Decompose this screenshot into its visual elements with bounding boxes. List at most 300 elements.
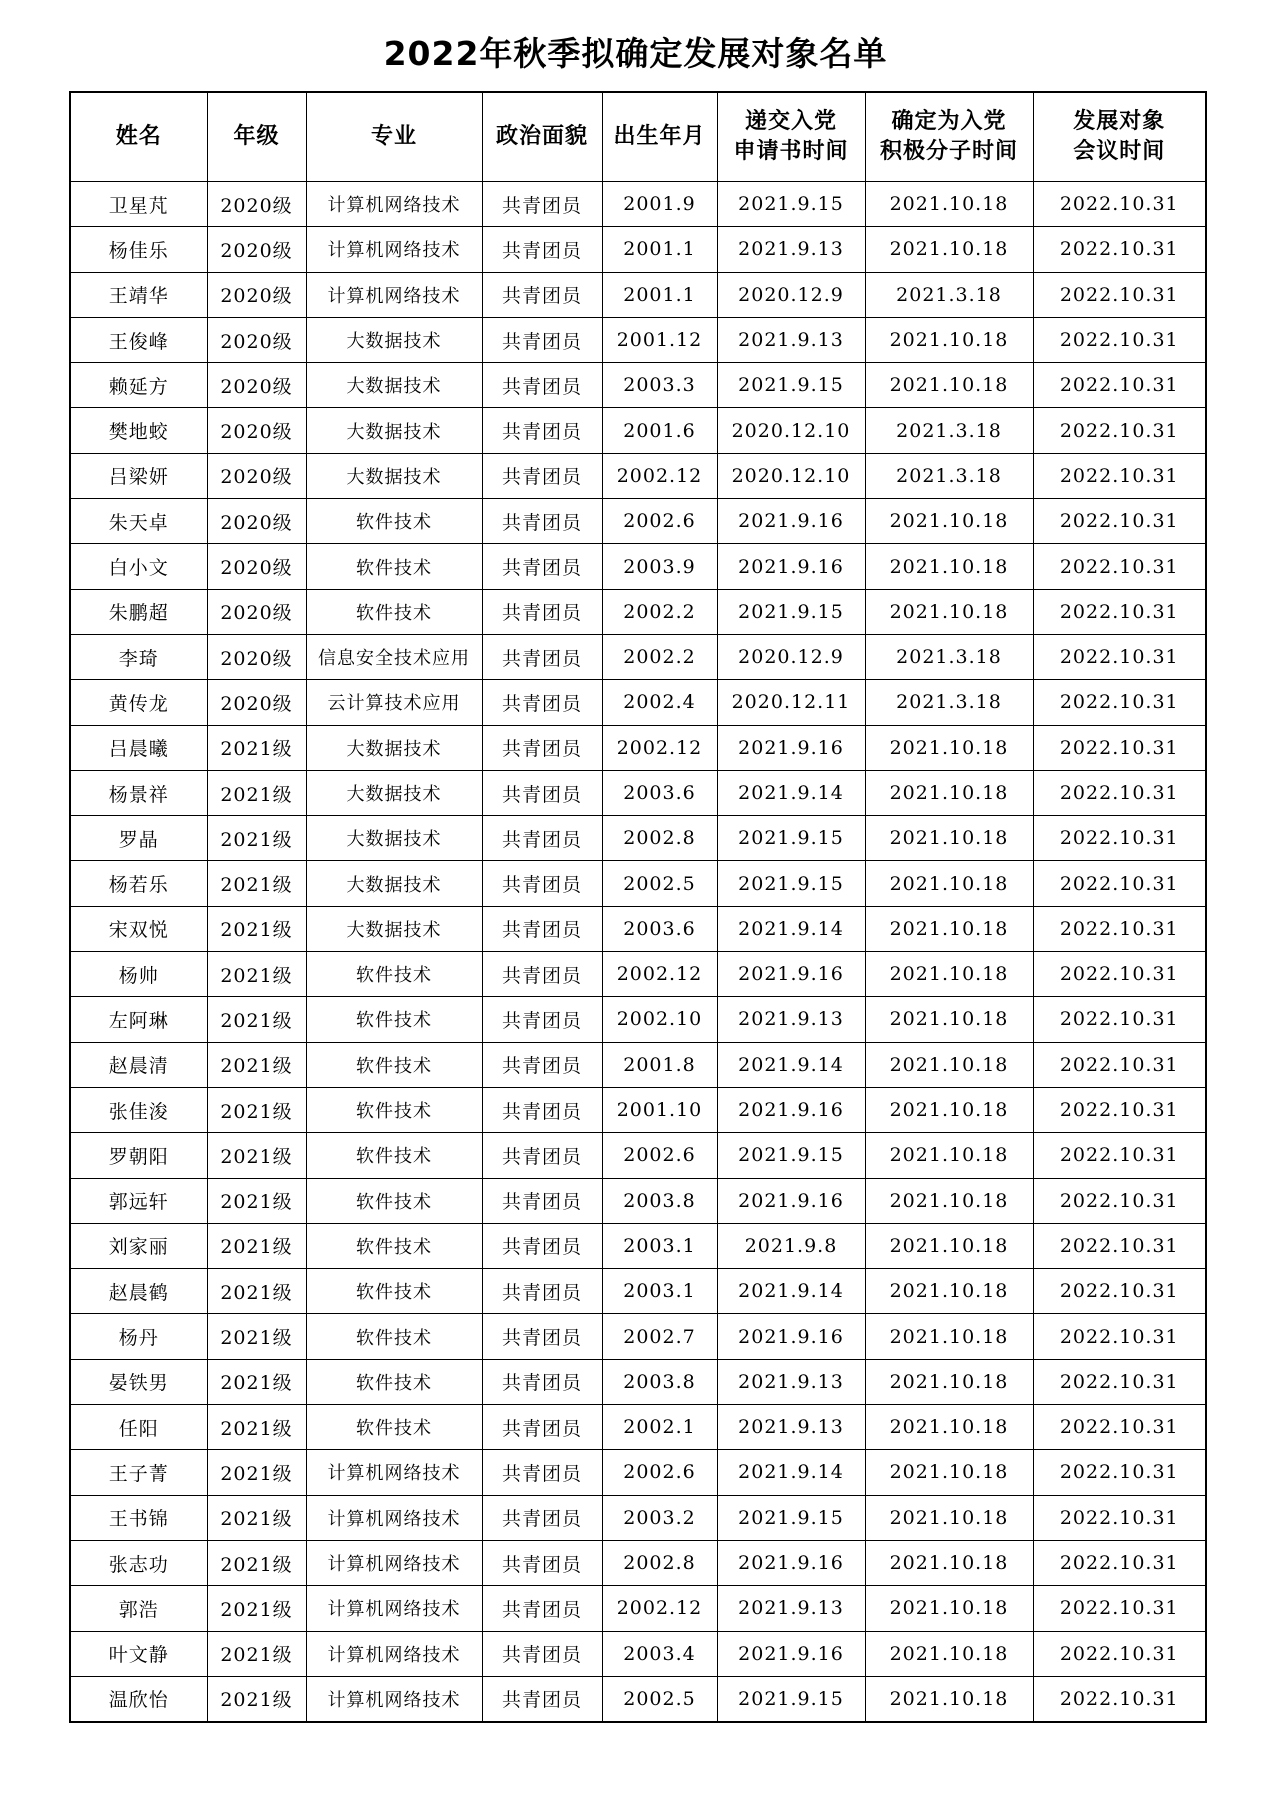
cell-name: 杨景祥 <box>70 770 207 815</box>
cell-major: 计算机网络技术 <box>306 1586 482 1631</box>
cell-application-date: 2021.9.16 <box>717 1087 865 1132</box>
cell-activist-date: 2021.10.18 <box>865 1540 1033 1585</box>
cell-activist-date: 2021.10.18 <box>865 770 1033 815</box>
cell-application-date: 2021.9.16 <box>717 1314 865 1359</box>
cell-grade: 2020级 <box>207 453 306 498</box>
cell-application-date: 2021.9.8 <box>717 1223 865 1268</box>
table-row <box>70 770 1206 815</box>
cell-birth-date: 2002.2 <box>602 634 717 679</box>
cell-application-date: 2021.9.16 <box>717 544 865 589</box>
cell-name: 白小文 <box>70 544 207 589</box>
cell-activist-date: 2021.10.18 <box>865 1178 1033 1223</box>
cell-major: 软件技术 <box>306 499 482 544</box>
cell-application-date: 2020.12.10 <box>717 408 865 453</box>
cell-name: 罗朝阳 <box>70 1133 207 1178</box>
header-meeting-date-line: 发展对象 <box>1073 109 1166 134</box>
header-grade <box>207 92 306 182</box>
cell-application-date: 2020.12.11 <box>717 680 865 725</box>
table-row <box>70 408 1206 453</box>
cell-name: 黄传龙 <box>70 680 207 725</box>
cell-meeting-date: 2022.10.31 <box>1033 227 1206 272</box>
header-major <box>306 92 482 182</box>
table-row <box>70 1087 1206 1132</box>
cell-application-date: 2021.9.16 <box>717 952 865 997</box>
cell-meeting-date: 2022.10.31 <box>1033 816 1206 861</box>
cell-grade: 2020级 <box>207 408 306 453</box>
cell-major: 计算机网络技术 <box>306 1676 482 1722</box>
cell-activist-date: 2021.10.18 <box>865 1405 1033 1450</box>
cell-political-status: 共青团员 <box>482 1359 602 1404</box>
cell-activist-date: 2021.10.18 <box>865 227 1033 272</box>
cell-name: 杨若乐 <box>70 861 207 906</box>
cell-major: 大数据技术 <box>306 317 482 362</box>
cell-grade: 2021级 <box>207 1631 306 1676</box>
cell-meeting-date: 2022.10.31 <box>1033 1133 1206 1178</box>
cell-grade: 2021级 <box>207 1087 306 1132</box>
cell-application-date: 2021.9.14 <box>717 906 865 951</box>
cell-grade: 2021级 <box>207 1495 306 1540</box>
cell-major: 软件技术 <box>306 997 482 1042</box>
cell-name: 罗晶 <box>70 816 207 861</box>
cell-birth-date: 2002.5 <box>602 861 717 906</box>
table-row <box>70 952 1206 997</box>
cell-activist-date: 2021.10.18 <box>865 1359 1033 1404</box>
cell-grade: 2021级 <box>207 770 306 815</box>
cell-major: 软件技术 <box>306 1314 482 1359</box>
cell-activist-date: 2021.10.18 <box>865 1269 1033 1314</box>
cell-name: 卫星芃 <box>70 182 207 227</box>
cell-application-date: 2021.9.13 <box>717 1359 865 1404</box>
cell-meeting-date: 2022.10.31 <box>1033 1631 1206 1676</box>
cell-birth-date: 2002.12 <box>602 453 717 498</box>
cell-application-date: 2021.9.15 <box>717 1133 865 1178</box>
cell-activist-date: 2021.10.18 <box>865 1314 1033 1359</box>
cell-name: 王靖华 <box>70 272 207 317</box>
cell-grade: 2020级 <box>207 272 306 317</box>
cell-meeting-date: 2022.10.31 <box>1033 1405 1206 1450</box>
table-row <box>70 1450 1206 1495</box>
cell-activist-date: 2021.3.18 <box>865 680 1033 725</box>
cell-activist-date: 2021.10.18 <box>865 182 1033 227</box>
cell-name: 宋双悦 <box>70 906 207 951</box>
cell-name: 王书锦 <box>70 1495 207 1540</box>
cell-name: 朱天卓 <box>70 499 207 544</box>
cell-meeting-date: 2022.10.31 <box>1033 1540 1206 1585</box>
cell-birth-date: 2002.4 <box>602 680 717 725</box>
table-row <box>70 1133 1206 1178</box>
cell-meeting-date: 2022.10.31 <box>1033 861 1206 906</box>
cell-activist-date: 2021.3.18 <box>865 272 1033 317</box>
cell-political-status: 共青团员 <box>482 634 602 679</box>
table-row <box>70 725 1206 770</box>
cell-grade: 2020级 <box>207 363 306 408</box>
cell-birth-date: 2001.1 <box>602 227 717 272</box>
header-name <box>70 92 207 182</box>
cell-major: 大数据技术 <box>306 770 482 815</box>
cell-birth-date: 2001.9 <box>602 182 717 227</box>
cell-political-status: 共青团员 <box>482 1087 602 1132</box>
cell-grade: 2021级 <box>207 1223 306 1268</box>
table-row <box>70 680 1206 725</box>
candidate-table <box>69 91 1207 1723</box>
cell-birth-date: 2001.6 <box>602 408 717 453</box>
cell-major: 软件技术 <box>306 1405 482 1450</box>
cell-grade: 2021级 <box>207 997 306 1042</box>
cell-name: 杨丹 <box>70 1314 207 1359</box>
cell-political-status: 共青团员 <box>482 680 602 725</box>
cell-political-status: 共青团员 <box>482 997 602 1042</box>
cell-grade: 2021级 <box>207 1586 306 1631</box>
cell-application-date: 2021.9.14 <box>717 1269 865 1314</box>
cell-grade: 2020级 <box>207 544 306 589</box>
cell-grade: 2021级 <box>207 816 306 861</box>
cell-meeting-date: 2022.10.31 <box>1033 544 1206 589</box>
cell-name: 王俊峰 <box>70 317 207 362</box>
cell-application-date: 2021.9.13 <box>717 317 865 362</box>
table-row <box>70 1540 1206 1585</box>
cell-application-date: 2021.9.15 <box>717 861 865 906</box>
cell-name: 温欣怡 <box>70 1676 207 1722</box>
table-row <box>70 1178 1206 1223</box>
cell-meeting-date: 2022.10.31 <box>1033 1676 1206 1722</box>
cell-grade: 2020级 <box>207 589 306 634</box>
cell-birth-date: 2002.12 <box>602 1586 717 1631</box>
cell-application-date: 2021.9.15 <box>717 363 865 408</box>
cell-name: 张佳浚 <box>70 1087 207 1132</box>
header-name-line: 姓名 <box>115 124 162 149</box>
cell-political-status: 共青团员 <box>482 1223 602 1268</box>
cell-birth-date: 2002.12 <box>602 952 717 997</box>
cell-major: 计算机网络技术 <box>306 1450 482 1495</box>
cell-birth-date: 2002.8 <box>602 816 717 861</box>
cell-grade: 2020级 <box>207 227 306 272</box>
cell-major: 计算机网络技术 <box>306 182 482 227</box>
cell-meeting-date: 2022.10.31 <box>1033 1314 1206 1359</box>
table-row <box>70 453 1206 498</box>
cell-political-status: 共青团员 <box>482 363 602 408</box>
cell-name: 郭远轩 <box>70 1178 207 1223</box>
cell-meeting-date: 2022.10.31 <box>1033 634 1206 679</box>
cell-application-date: 2021.9.15 <box>717 816 865 861</box>
cell-activist-date: 2021.10.18 <box>865 725 1033 770</box>
cell-birth-date: 2001.12 <box>602 317 717 362</box>
cell-activist-date: 2021.3.18 <box>865 634 1033 679</box>
header-birth-date <box>602 92 717 182</box>
cell-political-status: 共青团员 <box>482 952 602 997</box>
table-row <box>70 861 1206 906</box>
cell-political-status: 共青团员 <box>482 182 602 227</box>
cell-political-status: 共青团员 <box>482 1042 602 1087</box>
cell-activist-date: 2021.10.18 <box>865 363 1033 408</box>
cell-meeting-date: 2022.10.31 <box>1033 1495 1206 1540</box>
cell-major: 软件技术 <box>306 1223 482 1268</box>
cell-meeting-date: 2022.10.31 <box>1033 1450 1206 1495</box>
cell-meeting-date: 2022.10.31 <box>1033 1359 1206 1404</box>
cell-birth-date: 2002.8 <box>602 1540 717 1585</box>
cell-application-date: 2021.9.15 <box>717 589 865 634</box>
cell-name: 晏铁男 <box>70 1359 207 1404</box>
table-row <box>70 272 1206 317</box>
cell-activist-date: 2021.10.18 <box>865 1631 1033 1676</box>
table-row <box>70 1676 1206 1722</box>
cell-activist-date: 2021.10.18 <box>865 997 1033 1042</box>
cell-birth-date: 2002.6 <box>602 1133 717 1178</box>
cell-major: 软件技术 <box>306 1133 482 1178</box>
cell-application-date: 2021.9.15 <box>717 1495 865 1540</box>
cell-political-status: 共青团员 <box>482 227 602 272</box>
cell-name: 杨佳乐 <box>70 227 207 272</box>
cell-grade: 2021级 <box>207 1359 306 1404</box>
cell-meeting-date: 2022.10.31 <box>1033 1042 1206 1087</box>
cell-major: 计算机网络技术 <box>306 1495 482 1540</box>
header-political-status <box>482 92 602 182</box>
cell-name: 叶文静 <box>70 1631 207 1676</box>
cell-name: 任阳 <box>70 1405 207 1450</box>
cell-political-status: 共青团员 <box>482 1314 602 1359</box>
cell-birth-date: 2003.6 <box>602 770 717 815</box>
cell-birth-date: 2002.6 <box>602 1450 717 1495</box>
cell-major: 大数据技术 <box>306 906 482 951</box>
cell-political-status: 共青团员 <box>482 725 602 770</box>
cell-birth-date: 2003.2 <box>602 1495 717 1540</box>
header-activist-date-line: 确定为入党 <box>891 109 1007 134</box>
cell-grade: 2021级 <box>207 1133 306 1178</box>
cell-meeting-date: 2022.10.31 <box>1033 906 1206 951</box>
cell-grade: 2020级 <box>207 317 306 362</box>
cell-activist-date: 2021.10.18 <box>865 1586 1033 1631</box>
cell-political-status: 共青团员 <box>482 816 602 861</box>
cell-political-status: 共青团员 <box>482 1631 602 1676</box>
cell-major: 软件技术 <box>306 952 482 997</box>
cell-major: 计算机网络技术 <box>306 272 482 317</box>
cell-grade: 2020级 <box>207 182 306 227</box>
cell-name: 杨帅 <box>70 952 207 997</box>
cell-birth-date: 2001.10 <box>602 1087 717 1132</box>
cell-political-status: 共青团员 <box>482 499 602 544</box>
cell-meeting-date: 2022.10.31 <box>1033 499 1206 544</box>
cell-meeting-date: 2022.10.31 <box>1033 1269 1206 1314</box>
table-row <box>70 317 1206 362</box>
table-row <box>70 363 1206 408</box>
cell-political-status: 共青团员 <box>482 1133 602 1178</box>
cell-major: 软件技术 <box>306 1269 482 1314</box>
cell-major: 计算机网络技术 <box>306 227 482 272</box>
cell-meeting-date: 2022.10.31 <box>1033 770 1206 815</box>
cell-birth-date: 2003.1 <box>602 1269 717 1314</box>
cell-grade: 2021级 <box>207 1178 306 1223</box>
cell-meeting-date: 2022.10.31 <box>1033 453 1206 498</box>
cell-major: 大数据技术 <box>306 453 482 498</box>
header-meeting-date <box>1033 92 1206 182</box>
cell-activist-date: 2021.10.18 <box>865 861 1033 906</box>
cell-birth-date: 2003.3 <box>602 363 717 408</box>
cell-political-status: 共青团员 <box>482 408 602 453</box>
cell-political-status: 共青团员 <box>482 1676 602 1722</box>
cell-birth-date: 2002.12 <box>602 725 717 770</box>
cell-major: 软件技术 <box>306 1087 482 1132</box>
table-row <box>70 1042 1206 1087</box>
table-body <box>70 182 1206 1723</box>
cell-birth-date: 2001.1 <box>602 272 717 317</box>
cell-political-status: 共青团员 <box>482 1405 602 1450</box>
cell-activist-date: 2021.10.18 <box>865 544 1033 589</box>
header-birth-date-line: 出生年月 <box>613 124 706 149</box>
cell-major: 软件技术 <box>306 1178 482 1223</box>
cell-political-status: 共青团员 <box>482 544 602 589</box>
cell-birth-date: 2002.10 <box>602 997 717 1042</box>
cell-political-status: 共青团员 <box>482 453 602 498</box>
cell-meeting-date: 2022.10.31 <box>1033 363 1206 408</box>
cell-major: 大数据技术 <box>306 363 482 408</box>
cell-birth-date: 2001.8 <box>602 1042 717 1087</box>
cell-application-date: 2021.9.16 <box>717 1540 865 1585</box>
cell-name: 王子菁 <box>70 1450 207 1495</box>
table-row <box>70 634 1206 679</box>
cell-major: 大数据技术 <box>306 861 482 906</box>
cell-grade: 2021级 <box>207 1676 306 1722</box>
cell-grade: 2021级 <box>207 1269 306 1314</box>
cell-application-date: 2021.9.14 <box>717 1042 865 1087</box>
cell-name: 吕晨曦 <box>70 725 207 770</box>
table-row <box>70 997 1206 1042</box>
cell-birth-date: 2003.4 <box>602 1631 717 1676</box>
table-row <box>70 1495 1206 1540</box>
cell-application-date: 2021.9.15 <box>717 182 865 227</box>
cell-political-status: 共青团员 <box>482 272 602 317</box>
cell-activist-date: 2021.3.18 <box>865 453 1033 498</box>
cell-application-date: 2021.9.15 <box>717 1676 865 1722</box>
header-row <box>70 92 1206 182</box>
cell-political-status: 共青团员 <box>482 317 602 362</box>
cell-grade: 2021级 <box>207 1042 306 1087</box>
cell-birth-date: 2003.6 <box>602 906 717 951</box>
cell-political-status: 共青团员 <box>482 1495 602 1540</box>
cell-application-date: 2021.9.13 <box>717 227 865 272</box>
cell-activist-date: 2021.10.18 <box>865 816 1033 861</box>
cell-meeting-date: 2022.10.31 <box>1033 680 1206 725</box>
cell-application-date: 2021.9.13 <box>717 1586 865 1631</box>
cell-activist-date: 2021.10.18 <box>865 1450 1033 1495</box>
cell-major: 软件技术 <box>306 589 482 634</box>
cell-application-date: 2020.12.9 <box>717 634 865 679</box>
cell-application-date: 2021.9.16 <box>717 1631 865 1676</box>
cell-birth-date: 2002.6 <box>602 499 717 544</box>
cell-political-status: 共青团员 <box>482 1178 602 1223</box>
table-row <box>70 544 1206 589</box>
cell-activist-date: 2021.10.18 <box>865 1087 1033 1132</box>
cell-birth-date: 2003.1 <box>602 1223 717 1268</box>
cell-meeting-date: 2022.10.31 <box>1033 1178 1206 1223</box>
cell-meeting-date: 2022.10.31 <box>1033 952 1206 997</box>
cell-name: 赵晨清 <box>70 1042 207 1087</box>
table-row <box>70 1405 1206 1450</box>
cell-activist-date: 2021.10.18 <box>865 589 1033 634</box>
cell-birth-date: 2002.7 <box>602 1314 717 1359</box>
cell-grade: 2021级 <box>207 1450 306 1495</box>
cell-birth-date: 2003.9 <box>602 544 717 589</box>
cell-meeting-date: 2022.10.31 <box>1033 317 1206 362</box>
cell-grade: 2021级 <box>207 861 306 906</box>
table-row <box>70 1631 1206 1676</box>
cell-meeting-date: 2022.10.31 <box>1033 725 1206 770</box>
table-row <box>70 1223 1206 1268</box>
cell-birth-date: 2002.5 <box>602 1676 717 1722</box>
table-row <box>70 182 1206 227</box>
header-political-status-line: 政治面貌 <box>495 124 588 149</box>
cell-name: 刘家丽 <box>70 1223 207 1268</box>
cell-birth-date: 2003.8 <box>602 1178 717 1223</box>
cell-activist-date: 2021.10.18 <box>865 1495 1033 1540</box>
cell-political-status: 共青团员 <box>482 1586 602 1631</box>
cell-major: 软件技术 <box>306 1042 482 1087</box>
cell-grade: 2021级 <box>207 725 306 770</box>
cell-meeting-date: 2022.10.31 <box>1033 1087 1206 1132</box>
table-row <box>70 906 1206 951</box>
cell-major: 大数据技术 <box>306 408 482 453</box>
cell-political-status: 共青团员 <box>482 861 602 906</box>
cell-major: 软件技术 <box>306 1359 482 1404</box>
cell-grade: 2020级 <box>207 680 306 725</box>
cell-meeting-date: 2022.10.31 <box>1033 272 1206 317</box>
table-row <box>70 227 1206 272</box>
cell-major: 计算机网络技术 <box>306 1540 482 1585</box>
cell-name: 张志功 <box>70 1540 207 1585</box>
cell-activist-date: 2021.10.18 <box>865 499 1033 544</box>
cell-application-date: 2021.9.16 <box>717 499 865 544</box>
cell-grade: 2021级 <box>207 906 306 951</box>
table-row <box>70 1269 1206 1314</box>
document-title: 2022年秋季拟确定发展对象名单 <box>383 34 888 73</box>
cell-major: 软件技术 <box>306 544 482 589</box>
cell-major: 大数据技术 <box>306 725 482 770</box>
cell-activist-date: 2021.10.18 <box>865 1676 1033 1722</box>
table-row <box>70 816 1206 861</box>
cell-application-date: 2021.9.13 <box>717 997 865 1042</box>
header-meeting-date-line: 会议时间 <box>1073 139 1166 164</box>
table-header <box>70 92 1206 182</box>
cell-meeting-date: 2022.10.31 <box>1033 997 1206 1042</box>
cell-grade: 2021级 <box>207 952 306 997</box>
header-grade-line: 年级 <box>233 124 280 149</box>
cell-meeting-date: 2022.10.31 <box>1033 182 1206 227</box>
cell-application-date: 2021.9.13 <box>717 1405 865 1450</box>
cell-grade: 2020级 <box>207 499 306 544</box>
cell-grade: 2021级 <box>207 1405 306 1450</box>
cell-meeting-date: 2022.10.31 <box>1033 408 1206 453</box>
header-application-date-line: 申请书时间 <box>733 139 849 164</box>
cell-political-status: 共青团员 <box>482 906 602 951</box>
cell-political-status: 共青团员 <box>482 589 602 634</box>
header-activist-date-line: 积极分子时间 <box>879 139 1018 164</box>
header-activist-date <box>865 92 1033 182</box>
cell-meeting-date: 2022.10.31 <box>1033 1223 1206 1268</box>
header-application-date <box>717 92 865 182</box>
cell-birth-date: 2003.8 <box>602 1359 717 1404</box>
cell-name: 樊地蛟 <box>70 408 207 453</box>
cell-name: 吕梁妍 <box>70 453 207 498</box>
cell-major: 大数据技术 <box>306 816 482 861</box>
cell-birth-date: 2002.2 <box>602 589 717 634</box>
cell-application-date: 2021.9.16 <box>717 1178 865 1223</box>
cell-political-status: 共青团员 <box>482 1450 602 1495</box>
cell-political-status: 共青团员 <box>482 770 602 815</box>
cell-activist-date: 2021.10.18 <box>865 1223 1033 1268</box>
cell-major: 信息安全技术应用 <box>306 634 482 679</box>
cell-application-date: 2021.9.16 <box>717 725 865 770</box>
cell-major: 云计算技术应用 <box>306 680 482 725</box>
cell-name: 赖延方 <box>70 363 207 408</box>
cell-activist-date: 2021.10.18 <box>865 952 1033 997</box>
